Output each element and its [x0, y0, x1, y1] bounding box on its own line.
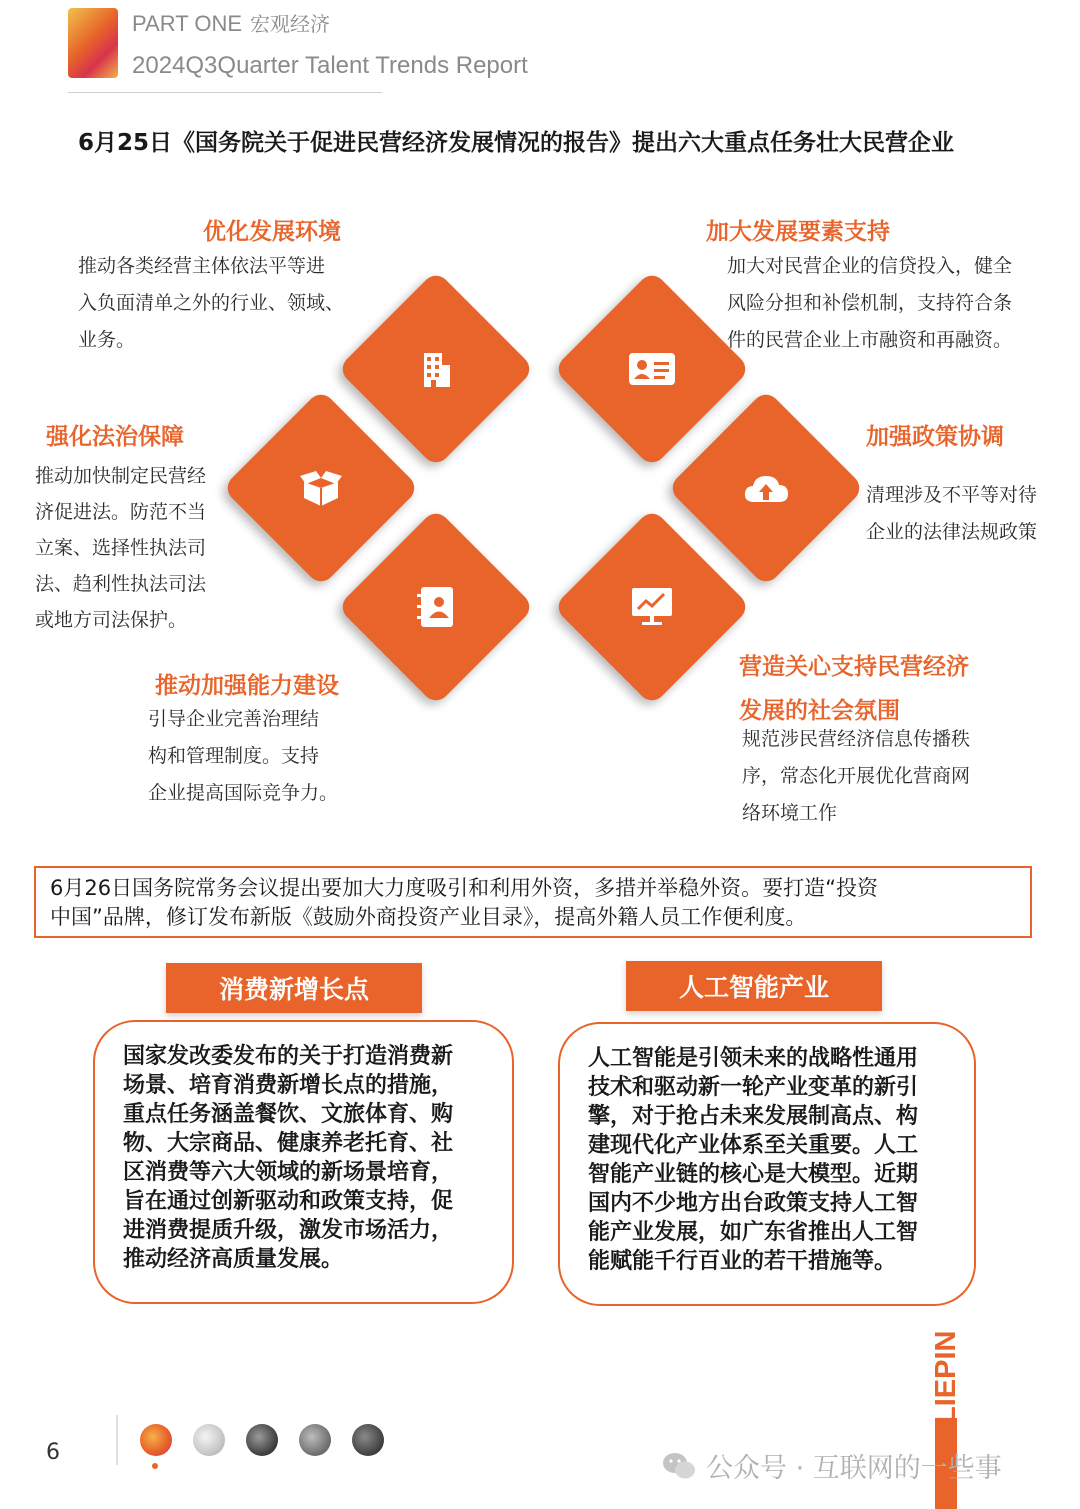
wechat-icon	[662, 1451, 696, 1481]
task-title-capability: 推动加强能力建设	[155, 673, 339, 699]
header-divider	[68, 92, 382, 93]
footer-divider	[116, 1415, 118, 1465]
task-title-atmosphere: 营造关心支持民营经济 发展的社会氛围	[739, 654, 969, 724]
task-title-environment: 优化发展环境	[203, 219, 341, 245]
cloud-upload-icon	[736, 458, 796, 518]
ai-tab: 人工智能产业	[626, 961, 882, 1011]
consumption-box: 国家发改委发布的关于打造消费新 场景、培育消费新增长点的措施， 重点任务涵盖餐饮、文旅体育、购 物、大宗商品、健康养老托育、社 区消费等六大领域的新场景培育， 旨在通过创新驱动和政策支持，促 进消费提质升级，激发市场活力， 推动经济高质量发展。	[93, 1020, 514, 1304]
task-title-policy: 加强政策协调	[866, 424, 1004, 450]
box-icon	[291, 458, 351, 518]
task-body-atmosphere: 规范涉民营经济信息传播秩 序，常态化开展优化营商网 络环境工作	[742, 728, 971, 824]
active-dot	[152, 1463, 158, 1469]
task-body-factors: 加大对民营企业的信贷投入，健全 风险分担和补偿机制，支持符合条 件的民营企业上市融资和再融资。	[727, 255, 1013, 351]
task-body-rule-of-law: 推动加快制定民营经 济促进法。防范不当 立案、选择性执法司 法、趋利性执法司法 或地方司法保护。	[35, 465, 207, 631]
foreign-investment-banner: 6月26日国务院常务会议提出要加大力度吸引和利用外资，多措并举稳外资。要打造“投资 中国”品牌，修订发布新版《鼓励外商投资产业目录》，提高外籍人员工作便利度。	[34, 866, 1032, 938]
page-number: 6	[46, 1440, 60, 1465]
chart-monitor-icon	[622, 577, 682, 637]
liepin-logo	[926, 1324, 966, 1424]
task-body-capability: 引导企业完善治理结 构和管理制度。支持 企业提高国际竞争力。	[148, 708, 339, 804]
building-icon	[406, 339, 466, 399]
page-title: 6月25日《国务院关于促进民营经济发展情况的报告》提出六大重点任务壮大民营企业	[78, 130, 955, 156]
task-title-rule-of-law: 强化法治保障	[46, 424, 184, 450]
nav-thumb-5[interactable]	[352, 1424, 384, 1456]
consumption-tab: 消费新增长点	[166, 963, 422, 1013]
watermark: 公众号 · 互联网的一些事	[662, 1446, 1002, 1485]
nav-thumb-4[interactable]	[299, 1424, 331, 1456]
contact-book-icon	[406, 577, 466, 637]
nav-thumb-2[interactable]	[193, 1424, 225, 1456]
task-body-environment: 推动各类经营主体依法平等进 入负面清单之外的行业、领域、 业务。	[78, 255, 345, 351]
id-card-icon	[622, 339, 682, 399]
report-title: 2024Q3Quarter Talent Trends Report	[132, 52, 528, 79]
ai-box: 人工智能是引领未来的战略性通用 技术和驱动新一轮产业变革的新引 擎，对于抢占未来发展制高点、构 建现代化产业体系至关重要。人工 智能产业链的核心是大模型。近期 国内不少地方出台政策支持人工智 能产业发展，如广东省推出人工智 能赋能千行百业的若干措施等。	[558, 1022, 976, 1306]
nav-thumb-3[interactable]	[246, 1424, 278, 1456]
header-thumbnail	[68, 8, 118, 78]
nav-thumb-1[interactable]	[140, 1424, 172, 1456]
task-body-policy: 清理涉及不平等对待 企业的法律法规政策	[866, 484, 1038, 543]
task-title-factors: 加大发展要素支持	[706, 219, 890, 245]
svg-text:LIEPIN: LIEPIN	[930, 1330, 962, 1424]
part-label: PART ONE 宏观经济	[132, 11, 331, 36]
